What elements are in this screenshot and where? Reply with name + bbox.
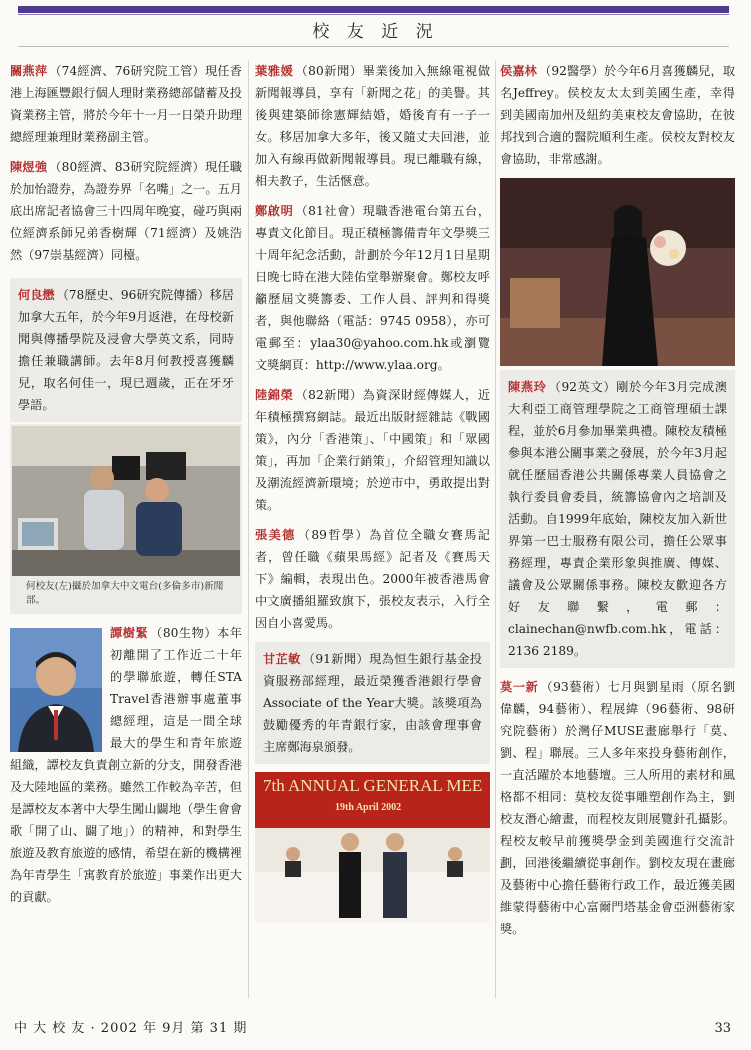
column-2 xyxy=(255,60,490,998)
entry-text: （80生物）本年初離開了工作近二十年的學聯旅遊，轉任STA Travel香港辦事處董事總經理，這是一間全球最大的學生和青年旅遊組織，譚校友負責創立新的分支，開發香港及大陸地區的業務。雖然工作較為辛苦，但是譚校友本著中大學生闖山闢地（學生會會歌「開了山、闢了地」）的精神，和對學生旅遊及教育旅遊的感情，希望在新的機構裡為年青學生「寓教育於旅遊」事業作出更大的貢獻。 xyxy=(10,626,243,904)
alumni-name: 侯嘉林 xyxy=(500,64,537,78)
alumni-name: 陳燕玲 xyxy=(508,380,547,394)
news-entry xyxy=(508,376,727,662)
alumni-name: 葉雅媛 xyxy=(255,64,294,78)
alumni-name: 張美德 xyxy=(255,528,296,542)
entry-text: （92醫學）於今年6月喜獲麟兒，取名Jeffrey。侯校友太太到美國生產，幸得到美國南加州及紐約美東校友會協助，在彼邦找到合適的醫院順利生產。侯校友對校友會協助，非常感謝。 xyxy=(500,64,736,166)
entry-text: （81社會）現職香港電台第五台，專責文化節目。現正積極籌備青年文學獎三十周年紀念活動，計劃於今年12月1日星期日晚七時在港大陸佑堂舉辦聚會。鄭校友呼籲歷屆文獎籌委、工作人員、評判和得獎者，與他聯絡（電話：9745 0958），亦可電郵至：ylaa30@yahoo.com.hk或瀏覽文獎網頁：http://www.ylaa.org。 xyxy=(255,204,491,372)
column-divider xyxy=(495,60,496,998)
entry-text: （80經濟、83研究院經濟）現任職於加怡證券，為證券界「名嘴」之一。五月底出席記者協會三十四周年晚宴，碰巧與兩位經濟系師兄弟香樹輝（71經濟）及姚浩然（97崇基經濟）同檯。 xyxy=(10,160,242,262)
entry-text: （80新聞）畢業後加入無線電視做新聞報導員，享有「新聞之花」的美譽。其後與建築師徐憲輝結婚，婚後育有一子一女。移居加拿大多年，後又隨丈夫回港，並加入有線再做新聞報導員。現已離職有線，相夫教子，生活愜意。 xyxy=(255,64,491,188)
entry-text: （92英文）剛於今年3月完成澳大利亞工商管理學院之工商管理碩士課程，並於6月參加畢業典禮。陳校友積極參與本港公關事業之發展，於今年3月起就任歷屆香港公共關係專業人員協會之執行委員會委員，統籌協會內之培訓及活動。自1999年底始，陳校友加入新世界第一巴士服務有限公司，擔任公眾事務經理，專責企業形象與推廣、傳媒、議會及公眾關係事務。陳校友歡迎各方好友聯繫，電郵：clainechan@nwfb.com.hk，電話：2136 2189。 xyxy=(508,380,728,658)
highlight-box xyxy=(255,642,490,764)
photo-caption: 何校友(左)攝於加拿大中文電台(多倫多市)新聞部。 xyxy=(26,581,224,606)
portrait-photo xyxy=(10,628,102,752)
entry-text: （89哲學）為首位全職女賽馬記者，曾任職《蘋果馬經》記者及《賽馬天下》編輯，表現出色。2000年被香港馬會中文廣播組羅致旗下，張校友表示，入行全因自小喜愛馬。 xyxy=(255,528,490,630)
alumni-name: 陸錦榮 xyxy=(255,388,294,402)
alumni-name: 陳煜強 xyxy=(10,160,48,174)
header-rule xyxy=(18,14,729,15)
column-1 xyxy=(10,60,242,998)
alumni-name: 莫一新 xyxy=(500,680,539,694)
highlight-box xyxy=(10,278,242,422)
news-entry xyxy=(263,648,482,758)
news-entry xyxy=(255,60,490,192)
column-divider xyxy=(248,60,249,998)
photo-office xyxy=(12,426,240,576)
entry-text: （91新聞）現為恒生銀行基金投資服務部經理，最近榮獲香港銀行學會Associate of the Year大獎。該獎項為鼓勵優秀的年青銀行家，由該會理事會主席鄭海泉頒發。 xyxy=(263,652,482,754)
news-entry xyxy=(255,524,490,634)
column-3 xyxy=(500,60,735,998)
highlight-box xyxy=(500,370,735,668)
banner-text: 7th ANNUAL GENERAL MEE xyxy=(263,776,483,795)
news-entry xyxy=(500,676,735,940)
news-entry xyxy=(18,284,234,416)
news-entry xyxy=(10,60,242,148)
photo-frame xyxy=(10,424,242,614)
header-bar xyxy=(18,6,729,13)
entry-text: （82新聞）為資深財經傳媒人，近年積極撰寫網誌。最近出版財經雜誌《戰國策》，內分「香港策」、「中國策」和「眾國策」，再加「企業行銷策」，介紹管理知識以及潮流經濟新環境；於逆市中，勇敢提出對策。 xyxy=(255,388,491,512)
alumni-name: 何良懋 xyxy=(18,288,55,302)
alumni-name: 鄭啟明 xyxy=(255,204,294,218)
award-photo xyxy=(255,772,490,922)
entry-text: （93藝術）七月與劉星雨（原名劉偉麟，94藝術）、程展緯（96藝術、98研究院藝術）於灣仔MUSE畫廊舉行「莫、劉、程」聯展。三人多年來投身藝術創作，一直活躍於本地藝壇。三人所用的素材和風格都不相同：莫校友從事雕塑創作為主，劉校友潛心繪畫，而程校友則展覽針孔攝影。程校友較早前獲獎學金到美國進行交流計劃，回港後繼續從事創作。劉校友現在畫廊及藝術中心擔任藝術行政工作，最近獲美國維蒙得藝術中心富爾門塔基金會亞洲藝術家獎。 xyxy=(500,680,736,936)
news-entry xyxy=(10,622,242,908)
news-entry xyxy=(255,200,490,376)
alumni-name: 譚樹緊 xyxy=(110,626,149,640)
page-number: 33 xyxy=(714,1021,731,1036)
news-entry xyxy=(255,384,490,516)
alumni-name: 關燕萍 xyxy=(10,64,48,78)
title-divider xyxy=(18,46,729,47)
news-entry xyxy=(10,156,242,266)
graduation-photo xyxy=(500,178,735,366)
banner-date: 19th April 2002 xyxy=(335,802,402,813)
page-title: 校 友 近 況 xyxy=(312,22,439,42)
entry-text: （74經濟、76研究院工管）現任香港上海匯豐銀行個人理財業務總部儲蓄及投資業務主管，將於今年十一月一日榮升助理總經理兼理財業務副主管。 xyxy=(10,64,242,144)
entry-text: （78歷史、96研究院傳播）移居加拿大五年，於今年9月返港，在母校新聞與傳播學院及浸會大學英文系，同時擔任兼職講師。去年8月何教授喜獲麟兒，取名何佳一，現已週歲，正在牙牙學語。 xyxy=(18,288,234,412)
footer-publication: 中 大 校 友 · 2002 年 9月 第 31 期 xyxy=(14,1021,248,1036)
alumni-name: 甘芷敏 xyxy=(263,652,301,666)
news-entry xyxy=(500,60,735,170)
